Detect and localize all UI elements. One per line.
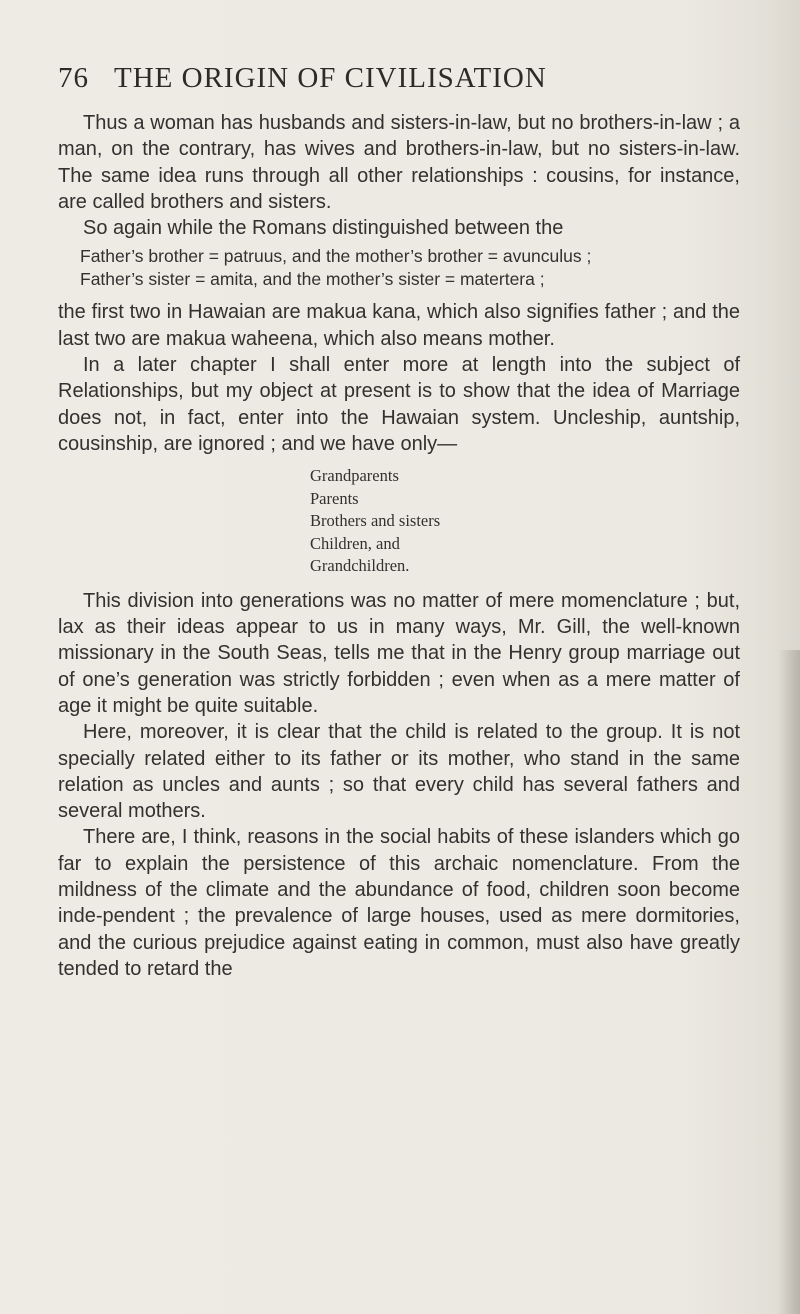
paragraph: Thus a woman has husbands and sisters-in-law, but no brothers-in-law ; a man, on the contrary, has wives and brothers-in-law, but no sisters-in-law. The same idea runs through all other relationships : cousins, for instance, are called brothers and sisters. [58, 112, 740, 213]
relation-line: Father’s sister = amita, and the mother’s sister = matertera ; [80, 269, 545, 290]
page-number: 76 [58, 62, 89, 94]
page-edge-shadow [778, 650, 800, 1314]
paragraph: There are, I think, reasons in the social habits of these islanders which go far to explain the persistence of this archaic nomenclature. From the mildness of the climate and the abundance of food, children soon become inde-pendent ; the prevalence of large houses, used as mere dormitories, and the curious prejudice against eating in common, must also have greatly tended to retard the [58, 826, 740, 980]
running-title: THE ORIGIN OF CIVILISATION [114, 62, 547, 94]
paragraph: This division into generations was no matter of mere momenclature ; but, lax as their ideas appear to us in many ways, Mr. Gill, the well-known missionary in the South Seas, tells me that in the Henry group marriage out of one’s generation was strictly forbidden ; even when as a mere matter of age it might be quite suitable. [58, 589, 740, 717]
generations-list [310, 465, 740, 578]
relation-table [80, 245, 740, 291]
generation-item: Parents [310, 488, 359, 508]
running-header [58, 62, 748, 102]
generation-item: Grandparents [310, 466, 399, 486]
generation-item: Children, and [310, 533, 400, 553]
body-text [58, 110, 740, 982]
generation-item: Grandchildren. [310, 556, 410, 576]
generation-item: Brothers and sisters [310, 511, 441, 531]
paragraph: In a later chapter I shall enter more at length into the subject of Relationships, but my object at present is to show that the idea of Marriage does not, in fact, enter into the Hawaian system. Uncleship, auntship, cousinship, are ignored ; and we have only— [58, 354, 740, 455]
relation-line: Father’s brother = patruus, and the mother’s brother = avunculus ; [80, 246, 592, 267]
paragraph: the first two in Hawaian are makua kana, which also signifies father ; and the last two are makua waheena, which also means mother. [58, 301, 740, 350]
paragraph: So again while the Romans distinguished between the [83, 217, 564, 240]
paragraph: Here, moreover, it is clear that the child is related to the group. It is not specially related either to its father or its mother, who stand in the same relation as uncles and aunts ; so that every child has several fathers and several mothers. [58, 721, 740, 823]
